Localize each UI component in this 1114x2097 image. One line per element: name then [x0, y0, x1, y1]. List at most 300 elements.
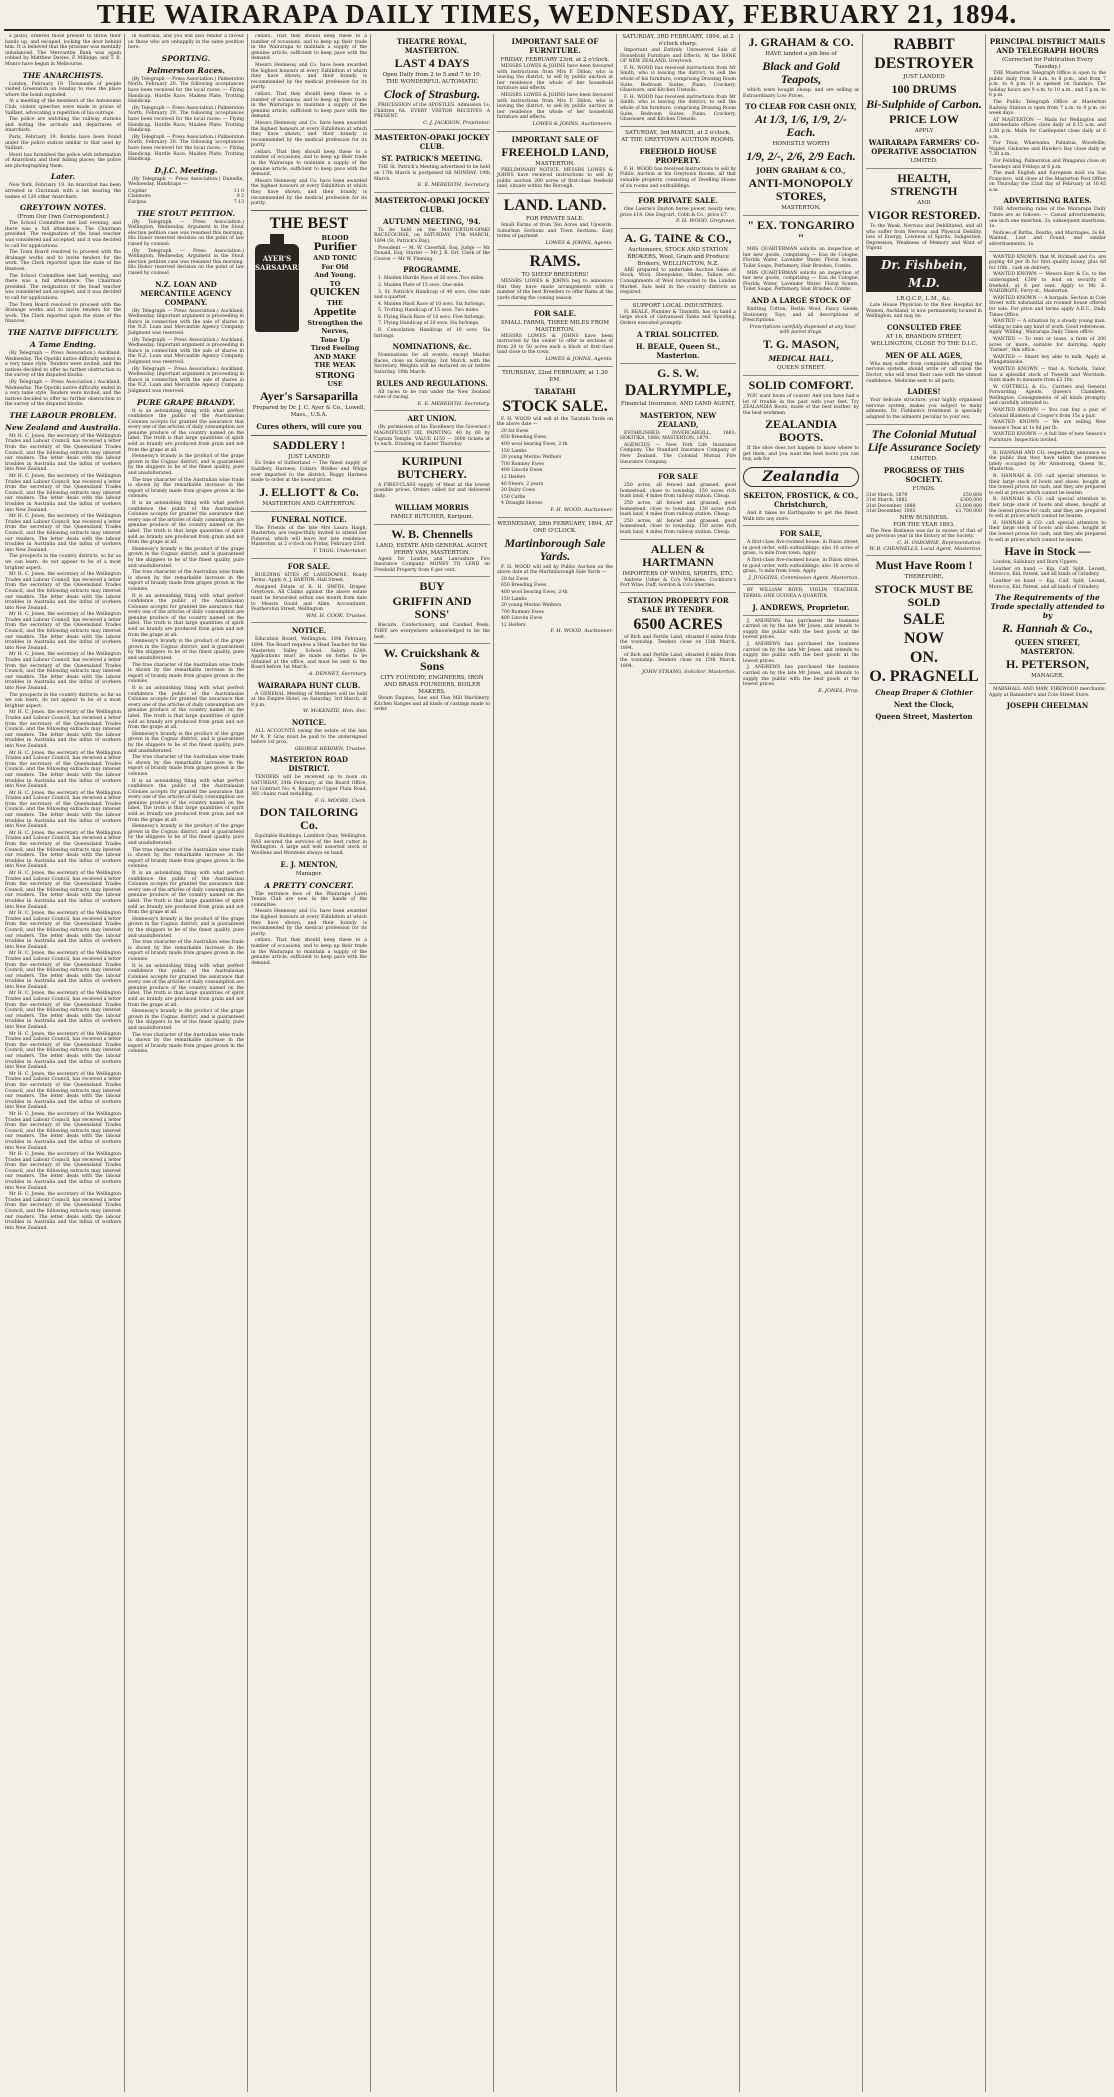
article-text: (By Telegraph — Press Association.) Auckland, Wednesday. The Opotiki native difficulty ended in a very tame style. Tenders were invited, and the natives decided to offer no further obstruction to the survey of the disputed blocks.	[5, 379, 121, 408]
ad-text: 250 acres, all fenced and grassed, good homestead, close to township. 150 acres rich bush land, 4 miles from railway station. Cheap.	[620, 500, 736, 518]
article-subheading: A Tame Ending.	[29, 339, 97, 349]
classified-ad: WANTED KNOWN — You can buy a pair of Colonial Blankets at Cooper's from 15s a pair.	[989, 408, 1106, 419]
classified-ad: MARSHALL AND MAW, FIREWOOD merchants. Apply at Bannister's and Cole Street Store.	[989, 687, 1106, 698]
ad-text: Your delicate structure, your highly organised nervous system, makes you subject to many ailments. Dr. Fishbein's treatment is specially adapted to the ailments peculiar to your sex.	[866, 398, 982, 420]
article-text: Mr H. C. Jones, the secretary of the Wellington Trades and Labour Council, has received a letter from the secretary of the Queensland Trades Council, and the following extracts may interest our readers. The letter deals with the labour troubles in Australia and the influx of workers into New Zealand.	[5, 514, 121, 553]
ad-text: To the Weak, Nervous and Debilitated, and all who suffer from Nervous and Physical Debility, loss of Energy, Lowness of Spirits, Indigestion, Depression, Weakness of Memory and Want of Vigour.	[866, 224, 982, 252]
ad-place: MASTERTON, NEW ZEALAND,	[639, 410, 717, 429]
stock-item: 40 Steers, 2 years	[501, 481, 544, 487]
article-text: Mr H. C. Jones, the secretary of the Wellington Trades and Labour Council, has received a letter from the secretary of the Queensland Trades Council, and the following extracts may interest our readers. The letter deals with the labour troubles in Australia and the influx of workers into New Zealand.	[5, 1152, 121, 1191]
classified-ad: R. HANNAH & CO. call special attention to their large stock of boots and shoes, bought at the lowest prices for cash, and they are prepared to sell at prices which cannot be beaten.	[989, 474, 1106, 496]
programme-heading: PROGRAMME.	[403, 265, 461, 275]
ad-text: London, Salisbury and Burn Uppers.	[993, 560, 1079, 566]
ad-place: AT THE GREYTOWN AUCTION ROOMS.	[621, 136, 735, 143]
divider	[251, 622, 367, 623]
divider	[374, 451, 490, 452]
divider	[743, 584, 859, 585]
column-8	[863, 34, 986, 2092]
article-text: It is an astonishing thing with what perfect confidence the public of the Australasian Colonies accepts for granted the assurance that every one of the articles of daily consumption are genuine produce of the country named on the label. The truth is that large quantities of spirit sold as brandy are produced from grain and not from the grape at all.	[128, 501, 244, 546]
ad-headline: SADDLERY !	[272, 438, 346, 453]
ad-location: Next the Clock,	[893, 700, 955, 710]
ad-signature: C. J. JACKSON, Proprietor.	[423, 119, 490, 126]
table-row: Clanmore 9 2	[128, 194, 244, 200]
ad-subheading: FOR THE YEAR 1893.	[893, 521, 955, 528]
ad-signature: H. PETERSON,	[1005, 657, 1089, 672]
stock-item: 4 Draught Horses	[501, 501, 543, 507]
ad-heading: IMPORTANT SALE OF	[511, 134, 599, 144]
article-heading: THE NATIVE DIFFICULTY.	[7, 327, 119, 337]
article-text: Mr H. C. Jones, the secretary of the Wellington Trades and Labour Council, has received a letter from the secretary of the Queensland Trades Council, and the following extracts may interest our readers. The letter deals with the labour troubles in Australia and the influx of workers into New Zealand.	[5, 871, 121, 910]
article-text: It is an astonishing thing with what perfect confidence the public of the Australasian Colonies accepts for granted the assurance that every one of the articles of daily consumption are genuine produce of the country named on the label. The truth is that large quantities of spirit sold as brandy are produced from grain and not from the grape at all.	[128, 778, 244, 823]
notice-text: A GENERAL Meeting of Members will be held at the Empire Hotel, on Saturday, 3rd March, at 8 p.m.	[251, 691, 367, 708]
ad-headline: VIGOR RESTORED.	[867, 208, 981, 222]
notice-text: The Public Telegraph Office at Masterton Railway Station is open from 7 a.m. to 9 p.m. on week days.	[989, 99, 1106, 117]
article-text: (By Telegraph — Press Association.) Palmerston North, February 20. The following acceptances have been received for the local races: — Flying Handicap, Hurdle Race, Maiden Plate, Trotting Handicap.	[128, 134, 244, 163]
ad-tagline: Cheap Draper & Clothier	[875, 688, 973, 698]
article-text: Mr H. C. Jones, the secretary of the Wellington Trades and Labour Council, has received a letter from the secretary of the Queensland Trades Council, and the following extracts may interest our readers. The letter deals with the labour troubles in Australia and the influx of workers into New Zealand.	[5, 1071, 121, 1111]
ad-line: THE	[327, 299, 343, 308]
notice-subheading: (Corrected for Publication Every Tuesday.)	[1001, 57, 1094, 70]
ad-subheading: MEDICAL HALL,	[768, 353, 834, 363]
ad-text: Small Farms of from Ten Acres and Upwards. Suburban Sections and Town Sections. Easy terms of payment.	[497, 222, 613, 240]
ad-product-name: Bi-Sulphide of Carbon.	[866, 97, 982, 111]
notice-text: Nominations for all events, except Maiden Races, close on Saturday, 3rd March, with the Secretary. Weights will be declared on or before Saturday, 10th March.	[374, 353, 490, 376]
notice-text: To be held on the MASTERTON-OPAKI RACECOURSE, on SATURDAY, 17th MARCH, 1894 (St. Patrick's Day).	[374, 227, 490, 244]
article-text: Henri has furnished the police with information of Anarchists and their hiding places; the police are photographing them.	[5, 152, 121, 169]
notice-signature: GEORGE HEBDEN, Trustee.	[294, 745, 367, 752]
divider	[374, 129, 490, 130]
ad-signature-title: Manager.	[295, 870, 323, 877]
ad-subheading: NEW BUSINESS.	[899, 514, 949, 521]
ad-business-name: WILLIAM MORRIS	[395, 502, 469, 512]
ad-subheading: LIMITED.	[910, 455, 938, 462]
notice-text: THE Masterton Telegraph Office is open to the public daily from 8 a.m. to 8 p.m., and from 7 p.m. to 8 p.m. It is opened on Sundays. The holiday hours are 9 a.m. to 10 a.m., and 5 p.m. to 6 p.m.	[989, 71, 1106, 99]
article-text: The entrance fees of the Wairarapa Lawn Tennis Club are now in the hands of the committee.	[251, 891, 367, 908]
ad-text: YOU want boots of course! And you have had a lot of trouble in the past with your feet. Try ZEALANDIA Boots, made of the best leather, by the best workmen.	[743, 393, 859, 416]
stock-item: 20 young Merino Wethers	[501, 603, 562, 609]
ad-text: One Lawrie's Dayton horse power, nearly new; price £18. One Dogcart, Cobb & Co., price £7.	[620, 207, 736, 218]
ad-subheading: SMALL FARMS, THREE MILES FROM MASTERTON.	[500, 319, 610, 333]
ad-subheading: CITY FOUNDRY, ENGINEERS, IRON AND BRASS FOUNDERS, BOILER MAKERS.	[380, 675, 484, 696]
article-text: (By Telegraph — Press Association.) Auckland, Wednesday. The Opotiki native difficulty ended in a very tame style. Tenders were invited, and the natives decided to offer no further obstruction to the survey of the disputed blocks.	[5, 350, 121, 379]
notice-text: Education Board, Wellington, 10th February, 1894. The Board requires a Head Teacher for the Masterton Valley School. Salary £200. Applications must be made on forms to be obtained at the office, and must be sent to the Board before 1st March.	[251, 637, 367, 671]
medicine-bottle-icon: AYER'S SARSAPARILLA	[255, 244, 299, 332]
ad-text: 250 acres, all fenced and grassed, good homestead, close to township. 150 acres rich bush land, 4 miles from railway station. Cheap.	[620, 518, 736, 535]
ad-signature: C. H. OSBORNE, Representative.	[897, 540, 982, 547]
ad-business-name: SKELTON, FROSTICK, & CO., Christchurch,	[743, 491, 859, 510]
ad-text: F. H. WOOD has received instructions to sell by Public Auction at his Greytown Rooms, all that valuable property, consisting of Dwelling House of six rooms and outbuildings.	[620, 166, 736, 189]
ad-text: The New Business was far in excess of that of any previous year in the history of the Society.	[866, 528, 982, 540]
table-row: Cogidar 11 0	[128, 188, 244, 194]
ad-heading: LADIES!	[907, 387, 941, 397]
stock-item: 150 Lambs	[501, 448, 527, 454]
ad-heading: FOR SALE.	[533, 308, 577, 318]
classified-ad: WANTED KNOWN — A full line of new Season's Furniture. Inspection invited.	[989, 432, 1106, 444]
ad-text: AGENCIES — New York Life Insurance Company. The Standard Insurance Company of New Zealand. The Colonial Mutual Fire Insurance Company.	[620, 442, 736, 465]
ad-business-name: J. GRAHAM & CO.	[748, 35, 854, 49]
ad-line: USE	[327, 379, 343, 388]
masthead: THE WAIRARAPA DAILY TIMES, WEDNESDAY, FEBRUARY 21, 1894.	[96, 0, 1018, 29]
ad-headline: BUY	[419, 579, 445, 594]
article-text: Paris, February 19. Bombs have been found under the police station similar to that used by Vaillant.	[5, 134, 121, 152]
ad-subheading: THE WONDERFUL AUTOMATIC	[386, 79, 478, 85]
ad-headline: Have in Stock —	[1004, 544, 1091, 559]
article-text: Hennessy's brandy is the product of the grape grown in the Cognac district, and is guaranteed by the shippers to be of the finest quality, pure and unadulterated.	[128, 1009, 244, 1032]
divider	[866, 424, 982, 425]
ad-text: Ex Duke of Sutherland — The finest supply of Saddlery, Harness, Collars, Bridles and Whips ever imported to the district. Buggy Harness made to order at the lowest prices.	[251, 461, 367, 484]
article-text: cellars. That they should keep these to a number of occasions, and to keep up their trade in the Wairarapa to maintain a supply of the genuine article, sufficient to keep pace with the demand.	[251, 34, 367, 62]
stock-item: 400 wool bearing Ewes, 2-th	[501, 589, 568, 595]
ad-headline: RAMS.	[529, 253, 581, 271]
article-text: The School Committee met last evening, and there was a full attendance. The Chairman presided. The resignation of the head teacher was considered and accepted, and it was decided to call for applications.	[5, 273, 121, 301]
divider	[251, 558, 367, 559]
ad-headline: STOCK SALE.	[502, 397, 608, 415]
article-text: It is an astonishing thing with what perfect confidence the public of the Australasian Colonies accepts for granted the assurance that every one of the articles of daily consumption are genuine produce of the country named on the label. The truth is that large quantities of spirit sold as brandy are produced from grain and not from the grape at all.	[128, 963, 244, 1008]
ad-headline: SALE	[903, 611, 945, 629]
ad-headline: FREEHOLD LAND,	[501, 144, 609, 159]
article-text: Messrs Hennessy and Co. have been awarded the highest honours at every Exhibition at which they have shown, and their brandy is recommended by the medical profession for its purity.	[251, 62, 367, 91]
notice-signature: E. E. MEREDITH, Secretary.	[417, 400, 490, 407]
notice-text: AT MASTERTON — Mails for Wellington and intermediate offices close daily at 6.15 a.m. and 1.30 p.m. Mails for Castlepoint close daily at 6 a.m.	[989, 117, 1106, 140]
article-text: It is an astonishing thing with what perfect confidence the public of the Australasian Colonies accepts for granted the assurance that every one of the articles of daily consumption are genuine produce of the country named on the label. The truth is that large quantities of spirit sold as brandy are produced from grain and not from the grape at all.	[128, 871, 244, 916]
article-text: Messrs Hennessy and Co. have been awarded the highest honours at every Exhibition at which they have shown, and their brandy is recommended by the medical profession for its purity.	[251, 120, 367, 149]
table-row: 31st December, 1892 £1,700,000	[866, 509, 982, 515]
ad-signature: F. H. WOOD, Greytown.	[675, 218, 736, 225]
stock-item: 20 fat Ewes	[501, 576, 529, 582]
ad-text: ESTABLISHED: INVERCARGILL, 1863; HOKITIKA, 1866; MASTERTON, 1879.	[620, 430, 736, 442]
article-heading: D.J.C. Meeting.	[154, 165, 218, 175]
ad-business-name: A. G. TAINE & CO.,	[624, 230, 732, 245]
ad-subheading: MASTERTON AND CARTERTON.	[262, 500, 356, 507]
ad-business-name: W. Cruickshank & Sons	[383, 646, 481, 674]
article-heading: GREYTOWN NOTES.	[19, 203, 107, 213]
article-text: Mr H. C. Jones, the secretary of the Wellington Trades and Labour Council, has received a letter from the secretary of the Queensland Trades Council, and the following extracts may interest our readers. The letter deals with the labour troubles in Australia and the influx of workers into New Zealand.	[5, 474, 121, 513]
ad-subheading: HAVE landed a job line of	[765, 51, 837, 57]
notice-heading: MASTERTON ROAD DISTRICT.	[269, 755, 349, 774]
article-byline: (From Our Own Correspondent.)	[17, 214, 109, 221]
notice-title: AUTUMN MEETING, '94.	[383, 216, 481, 226]
ad-text: A first-class five-roomed house, in Dixon street, in good order, with outbuildings; also 10 acres of grass, ¼ mile from town. Apply	[743, 540, 859, 557]
ad-subheading: Financial Insurance, AND LAND AGENT,	[620, 400, 736, 407]
article-text: cellars. That they should keep these to a number of occasions, and to keep up their trade in the Wairarapa to maintain a supply of the genuine article, sufficient to keep pace with the demand.	[251, 149, 367, 178]
article-text: The true character of the Australian wine trade is shown by the remarkable increase in the export of brandy made from grapes grown in the colonies.	[128, 755, 244, 777]
article-text: The School Committee met last evening, and there was a full attendance. The Chairman presided. The resignation of the head teacher was considered and accepted, and it was decided to call for applications.	[5, 221, 121, 249]
article-text: Hennessy's brandy is the product of the grape grown in the Cognac district, and is guaranteed by the shippers to be of the finest quality, pure and unadulterated.	[128, 916, 244, 939]
ad-headline: PRICE LOW	[889, 112, 959, 126]
classified-ad: WANTED — A situation by a steady young man, willing to take any kind of work. Good references. Apply 'Willing', Wairarapa Daily Times office.	[989, 319, 1106, 336]
ad-subheading: JUST LANDED	[288, 454, 330, 461]
article-text: It is an astonishing thing with what perfect confidence the public of the Australasian Colonies accepts for granted the assurance that every one of the articles of daily consumption are genuine produce of the country named on the label. The truth is that large quantities of spirit sold as brandy are produced from grain and not from the grape at all.	[128, 593, 244, 638]
article-text: (By Telegraph — Press Association.) Wellington, Wednesday. Argument in the Stout election petition case was resumed this morning. His Honor reserved decision on the point of law raised by counsel.	[128, 219, 244, 248]
article-heading: A PRETTY CONCERT.	[264, 880, 354, 890]
divider	[620, 126, 736, 127]
stock-item: 400 Lincoln Ewes	[501, 616, 543, 622]
article-text: The true character of the Australian wine trade is shown by the remarkable increase in the export of brandy made from grapes grown in the colonies.	[128, 1032, 244, 1055]
article-text: Messrs Hennessy and Co. have been awarded the highest honours at every Exhibition at which they have shown, and their brandy is recommended by the medical profession for its purity.	[251, 178, 367, 207]
divider	[620, 592, 736, 593]
divider	[989, 251, 1106, 252]
race-item: 1. Maiden Hurdle Race of 30 sovs. Two miles.	[378, 276, 485, 282]
stock-item: 150 Lambs	[501, 596, 527, 602]
bottle-neck-icon	[270, 234, 284, 244]
stock-item: 400 Lincoln Ewes	[501, 468, 543, 474]
ad-text: MESSRS LOWES & JOHNS beg to announce that they have made arrangements with a number of the best Breeders to offer Rams at the yards during the coming season.	[497, 279, 613, 302]
notice-signature: W. McKENZIE, Hon. Sec.	[303, 708, 367, 715]
divider	[989, 683, 1106, 684]
notice-heading: PRINCIPAL DISTRICT MAILS AND TELEGRAPH HOURS	[989, 37, 1106, 55]
divider	[497, 305, 613, 306]
article-text: It is an astonishing thing with what perfect confidence the public of the Australasian Colonies accepts for granted the assurance that every one of the articles of daily consumption are genuine produce of the country named on the label. The truth is that large quantities of spirit sold as brandy are produced from grain and not from the grape at all.	[128, 686, 244, 731]
ad-date: THURSDAY, 22nd FEBRUARY, at 1.30 P.M.	[502, 369, 608, 383]
ad-text: 250 acres, all fenced and grassed, good homestead, close to township. 150 acres rich bush land, 4 miles from railway station. Cheap.	[620, 483, 736, 500]
ad-heading: FOR SALE	[657, 472, 699, 482]
article-text: The true character of the Australian wine trade is shown by the remarkable increase in the export of brandy made from grapes grown in the colonies.	[128, 662, 244, 685]
ad-signature: F. H. WOOD, Auctioneer.	[550, 628, 613, 635]
article-text: Mr H. C. Jones, the secretary of the Wellington Trades and Labour Council, has received a letter from the secretary of the Queensland Trades Council, and the following extracts may interest our readers. The letter deals with the labour troubles in Australia and the influx of workers into New Zealand.	[5, 710, 121, 749]
notice-text: BUILDING SITES AT LANSDOWNE, Ready Terms. Apply A. J. BARTON, Hall Street.	[251, 572, 367, 584]
table-row: 31st December, 1888 £1,000,000	[866, 503, 982, 509]
divider	[374, 410, 490, 411]
divider	[866, 168, 982, 169]
article-text: Hennessy's brandy is the product of the grape grown in the Cognac district, and is guaranteed by the shippers to be of the finest quality, pure and unadulterated.	[128, 824, 244, 847]
divider	[743, 525, 859, 526]
article-text: cellars. That they should keep these to a number of occasions, and to keep up their trade in the Wairarapa to maintain a supply of the genuine article, sufficient to keep pace with the demand.	[251, 91, 367, 120]
ad-subheading: JUST LANDED	[903, 74, 945, 80]
divider	[497, 366, 613, 367]
article-text: The true character of the Australian wine trade is shown by the remarkable increase in the export of brandy made from grapes grown in the colonies.	[128, 477, 244, 500]
classified-ad: W. COTTRELL & Co., Carriers and General Forwarding Agents, Queen's Chambers, Wellington. Consignments of all kinds promptly and carefully attended to.	[989, 384, 1106, 407]
handicap-table	[128, 189, 244, 206]
notice-title: ST. PATRICK'S MEETING.	[381, 154, 483, 164]
article-text: The true character of the Australian wine trade is shown by the remarkable increase in the export of brandy made from grapes grown in the colonies.	[128, 940, 244, 962]
ad-headline: RABBIT	[893, 36, 955, 53]
race-item: 3. St. Patrick's Handicap of 40 sovs. One mile and a quarter.	[374, 289, 490, 301]
ad-text: F. H. WOOD will sell at the Taratahi Yards on the above date —	[497, 416, 613, 428]
article-text: Mr H. C. Jones, the secretary of the Wellington Trades and Labour Council, has received a letter from the secretary of the Queensland Trades Council, and the following extracts may interest our readers. The letter deals with the labour troubles in Australia and the influx of workers into New Zealand.	[5, 790, 121, 830]
column-9	[986, 34, 1109, 2092]
stock-item: 400 wool bearing Ewes, 2-th	[501, 442, 568, 447]
ad-headline: ZEALANDIA BOOTS.	[764, 417, 837, 445]
article-text: New York, February 19. An Anarchist has been arrested in Cincinnati with a list bearing the names of 120 other Anarchists.	[5, 183, 121, 200]
stock-item: 20 young Merino Wethers	[501, 455, 562, 461]
ad-text: PRELIMINARY NOTICE. MESSRS LOWES & JOHNS have received instructions to sell by public auction 200 acres of first-class freehold land, situate within the Borough.	[497, 167, 613, 190]
ad-text: A FIRST-CLASS supply of Meat at the lowest possible prices. Orders called for and delivered daily.	[374, 482, 490, 499]
ad-subheading: Open Daily from 2 to 5 and 7 to 10.	[382, 72, 482, 78]
ad-heading: FOR SALE,	[779, 529, 823, 539]
article-text: Mr H. C. Jones, the secretary of the Wellington Trades and Labour Council, has received a letter from the secretary of the Queensland Trades Council, and the following extracts may interest our readers. The letter deals with the labour troubles in Australia and the influx of workers into New Zealand.	[5, 911, 121, 950]
ad-text: Important and Entirely Unreserved Sale of Household Furniture and Effects. At the BANK OF NEW ZEALAND, Greytown.	[620, 48, 736, 65]
classified-ad: WANTED — Smart boy able to milk. Apply at Mangatainoka.	[989, 354, 1106, 366]
ad-text: F. H. WOOD has received instructions from Mr Smith, who is leaving the district, to sell the whole of his furniture, comprising Drawing Room Suite, Bedroom Suites, Piano, Crockery, Glassware, and Kitchen Utensils.	[620, 65, 736, 94]
divider	[251, 511, 367, 512]
article-text: (By Telegraph — Press Association.) Dunedin, Wednesday. Handicaps —	[128, 176, 244, 188]
article-text: Mr H. C. Jones, the secretary of the Wellington Trades and Labour Council, has received a letter from the secretary of the Queensland Trades Council, and the following extracts may interest our readers. The letter deals with the labour troubles in Australia and the influx of workers into New Zealand.	[5, 1192, 121, 1231]
ad-address: AT 16, BRANDON STREET, WELLINGTON, CLOSE TO THE D.I.C.	[870, 333, 978, 347]
divider	[620, 192, 736, 193]
doctor-signature-logo: Dr. Fishbein, M.D.	[866, 256, 982, 292]
article-text: Mr H. C. Jones, the secretary of the Wellington Trades and Labour Council, has received a letter from the secretary of the Queensland Trades Council, and the following extracts may interest our readers. The letter deals with the labour troubles in Australia and the influx of workers into New Zealand.	[5, 991, 121, 1031]
article-text: Mr H. C. Jones, the secretary of the Wellington Trades and Labour Council, has received a letter from the secretary of the Queensland Trades Council, and the following extracts may interest our readers. The letter deals with the labour troubles in Australia and the influx of workers into New Zealand.	[5, 750, 121, 790]
ad-text: Andrew Usher & Co's Whiskies. Cockburn's Port Wine. Duff, Gordon & Co's Sherries.	[620, 577, 736, 589]
ad-text: Late House Physician to the New Hospital for Women, Auckland, is now permanently located in Wellington, and may be	[866, 302, 982, 320]
zealandia-logo: Zealandia	[743, 467, 859, 487]
ad-business-name: R. Hannah & Co.,	[1002, 621, 1093, 636]
column-2	[125, 34, 248, 2092]
stock-item: 12 Heifers	[501, 622, 526, 628]
divider	[620, 468, 736, 469]
notice-heading: MASTERTON-OPAKI JOCKEY CLUB.	[374, 195, 490, 214]
ad-line: Tired Feeling	[310, 344, 360, 353]
ad-heading: IMPORTANT SALE OF FURNITURE.	[511, 37, 599, 55]
ad-signature-title: MANAGER.	[1031, 673, 1064, 680]
columns	[2, 34, 1112, 2092]
ad-subheading: Auctioneers, STOCK AND STATION BROKERS, Wool, Grain and Produce Brokers, WELLINGTON, N.Z.	[627, 246, 729, 267]
article-heading: THE STOUT PETITION.	[136, 208, 236, 218]
ad-line: And Young.	[314, 271, 356, 280]
notice-heading: NOTICE.	[291, 626, 327, 636]
ad-subheading: TO CLEAR FOR CASH ONLY,	[745, 102, 857, 112]
stock-item: 700 Romney Ewes	[501, 609, 544, 615]
ad-footnote: Prepared by Dr. J. C. Ayer & Co., Lowell, Mass., U.S.A.	[252, 405, 366, 419]
divider	[497, 193, 613, 194]
notice-text: Notices of Births, Deaths, and Marriages, 2s 6d. Wanted, Lost and Found, and similar advertisements, 1s.	[989, 230, 1106, 248]
article-text: The prospects in the country districts, so far as we can learn, do not appear to be of a most brighter aspect.	[5, 692, 121, 709]
ad-text: MESSRS LOWES & JOHNS have been favoured with instructions from Mrs F. Dillon, who is leaving the district, to sell by public auction at her residence the whole of her household furniture and effects.	[497, 92, 613, 121]
article-text: Mr H. C. Jones, the secretary of the Wellington Trades and Labour Council, has received a letter from the secretary of the Queensland Trades Council, and the following extracts may interest our readers. The letter deals with the labour troubles in Australia and the influx of workers into New Zealand.	[5, 652, 121, 691]
notice-heading: NOMINATIONS, &c.	[392, 342, 472, 352]
notice-heading: FOR SALE.	[287, 561, 331, 571]
article-text: At a meeting of the members of the Autonomie Club, violent speeches were made in praise of Vaillant, advocating a repetition of his outrage.	[5, 99, 121, 116]
ad-line: Tone Up	[320, 335, 350, 344]
ad-headline: DESTROYER	[874, 55, 974, 72]
article-text: The Town Board resolved to proceed with the drainage works and to invite tenders for the work. The Clerk reported upon the state of the finances.	[5, 302, 121, 325]
ad-subheading: FOR PRIVATE SALE.	[525, 215, 585, 222]
notice-text: ALL ACCOUNTS owing the estate of the late Mr R. P. Gray must be paid to the undersigned before 1st prox.	[251, 728, 367, 746]
notice-text: The mail English and European mail via San Francisco, will close at the Masterton Post Office on Thursday the 22nd day of February at 10.45 a.m.	[989, 171, 1106, 193]
stock-item: 20 Dairy Cows	[501, 488, 536, 494]
ad-text: Leather on hand — Kip, Calf, Split, Levant, Morocco, Kid, Patent, and all kinds of Grindery.	[989, 566, 1106, 578]
notice-text: The Friends of the late Mrs Laura Haigh, Masterton, are respectfully invited to attend her Funeral, which will leave her late residence, Masterton, at 2 o'clock on Friday, February 23rd.	[251, 525, 367, 548]
ad-address: Queen Street, Masterton	[875, 712, 973, 722]
race-item: 4. Maiden Hack Race of 10 sovs. Six furlongs.	[378, 301, 486, 307]
ad-headline: THE BEST	[269, 214, 349, 232]
stock-item: 650 Breeding Ewes	[501, 435, 547, 441]
ad-signature: LOWES & JOHNS, Agents.	[545, 356, 613, 363]
notice-signature: E. E. MEREDITH, Secretary.	[417, 182, 490, 189]
ad-business-name: ANTI-MONOPOLY STORES,	[748, 176, 854, 204]
notice-heading: WAIRARAPA HUNT CLUB.	[257, 680, 361, 690]
article-text: Hennessy's brandy is the product of the grape grown in the Cognac district, and is guaranteed by the shippers to be of the finest quality, pure and unadulterated.	[128, 731, 244, 754]
classified-ad: R. HANNAH AND CO. respectfully announce to the public that they have taken the premises lately occupied by Mr Armstrong, Queen St., Masterton.	[989, 450, 1106, 473]
ad-line: THE WEAK	[314, 361, 356, 370]
ad-business-name: WAIRARAPA FARMERS' CO-OPERATIVE ASSOCIATION	[868, 138, 980, 156]
ad-subheading: LAND, ESTATE AND GENERAL AGENT, PERRY VAN, MASTERTON.	[376, 542, 488, 556]
article-heading: THE ANARCHISTS.	[22, 70, 104, 80]
ad-signature: JOHN STRANG, Solicitor, Masterton.	[642, 669, 736, 676]
ad-tagline: A TRIAL SOLICITED.	[637, 329, 719, 339]
ad-text: Leather on hand — Kip, Calf, Split, Levant, Morocco, Kid, Patent, and all kinds of Grindery.	[989, 578, 1106, 590]
notice-signature: A. DENNET, Secretary.	[308, 670, 367, 677]
ad-text: If the shoe does not happen to know where to get them, and you want the best boots you can buy, ask for	[743, 446, 859, 463]
ad-heading: SUPPORT LOCAL INDUSTRIES.	[632, 302, 724, 309]
ad-headline: HEALTH, STRENGTH	[890, 171, 958, 198]
article-text: Mr H. C. Jones, the secretary of the Wellington Trades and Labour Council, has received a letter from the secretary of the Queensland Trades Council, and the following extracts may interest our readers. The letter deals with the labour troubles in Australia and the influx of workers into New Zealand.	[5, 433, 121, 473]
divider	[743, 215, 859, 216]
ad-subheading: AND	[917, 200, 931, 206]
ad-text: MRS QUARTERMAN solicits an inspection of her new goods, comprising — Eau de Cologne, Florida Water, Lavender Water, Floral Scents, Toilet Soaps, Perfumery, Hair Brushes, Combs.	[743, 247, 859, 269]
ad-subheading: TO SHEEP BREEDERS!	[521, 272, 589, 279]
ad-headline: CONSULTED FREE	[886, 322, 962, 332]
classified-ad: R. HANNAH & CO. call special attention to their large stock of boots and shoes, bought at the lowest prices for cash, and they are prepared to sell at prices which cannot be beaten.	[989, 497, 1106, 520]
ad-line: AND MAKE	[314, 352, 356, 361]
column-5	[494, 34, 617, 2092]
ad-line: Strengthen the Nerves,	[307, 318, 363, 336]
ad-price: 1/9, 2/-, 2/6, 2/9 Each.	[746, 149, 856, 164]
ad-subheading: MASTERTON.	[535, 160, 575, 167]
ad-subheading: HONESTLY WORTH	[772, 141, 830, 148]
notice-text: President — M. W. Caverhill, Esq. Judge — Mr Donald, Esq. Starter — Mr J. R. Orr. Clerk of the Course — Mr W. Fleming.	[374, 245, 490, 262]
article-text: Mr H. C. Jones, the secretary of the Wellington Trades and Labour Council, has received a letter from the secretary of the Queensland Trades Council, and the following extracts may interest our readers. The letter deals with the labour troubles in Australia and the influx of workers into New Zealand.	[5, 951, 121, 990]
divider	[497, 131, 613, 132]
ad-business-name: The Colonial Mutual Life Assurance Society	[867, 426, 981, 454]
ad-text: And it takes no Earthquake to get the finest. Walk into any store.	[743, 511, 859, 522]
ad-heading: MEN OF ALL AGES,	[885, 350, 963, 360]
ad-subheading: FAMILY BUTCHER, Kuripuni.	[390, 513, 474, 520]
column-7	[740, 34, 863, 2092]
article-text: Messrs Hennessy and Co. have been awarded the highest honours at every Exhibition at which they have shown, and their brandy is recommended by the medical profession for its purity.	[251, 909, 367, 937]
ad-signature: J. ANDREWS, Proprietor.	[752, 602, 850, 612]
classified-ad: WANTED KNOWN — that A. Nicholls, Tailor, has a splendid stock of Tweeds and Worsteds. Suits made to measure from £3 10s.	[989, 366, 1106, 384]
divider	[620, 228, 736, 229]
ad-text: MESSRS LOWES & JOHNS have been favoured with instructions from Mrs F. Dillon, who is leaving the district, to sell by public auction at her residence the whole of her household furniture and effects.	[497, 64, 613, 92]
ad-headline: ON.	[910, 649, 938, 667]
ad-headline: Martinborough Sale Yards.	[504, 535, 606, 563]
article-text: (By Telegraph — Press Association.) Palmerston North, February 20. The following acceptances have been received for the local races: — Flying Handicap, Hurdle Race, Maiden Plate, Trotting Handicap.	[128, 105, 244, 134]
divider	[497, 249, 613, 250]
classified-ad: WANTED KNOWN — A bargain. Section in Cole Street with substantial six roomed house offered for sale. For price and terms apply A.B.C., Daily Times Office.	[989, 295, 1106, 318]
article-text: (By Telegraph — Press Association.) Palmerston North, February 20. The following acceptances have been received for the local races: — Flying Handicap, Hurdle Race, Maiden Plate, Trotting Handicap.	[128, 76, 244, 105]
ad-signature: J. JUGGINS, Commission Agent, Masterton.	[748, 574, 859, 581]
notice-text: For Feilding, Palmerston and Wanganui close on Tuesdays and Fridays at 6 p.m.	[989, 158, 1106, 170]
divider	[374, 643, 490, 644]
article-heading: PURE GRAPE BRANDY.	[137, 397, 235, 407]
ad-signature: H. BEALE, Queen St., Masterton.	[635, 341, 721, 360]
ad-heading: FREEHOLD HOUSE PROPERTY.	[639, 146, 717, 165]
divider	[620, 363, 736, 364]
ad-subheading: FUNDS.	[912, 485, 936, 492]
notice-signature: WM. H. COOK, Trustee.	[306, 612, 367, 619]
ad-tagline: Cures others, will cure you	[256, 422, 362, 432]
ad-business-name: DON TAILORING Co.	[259, 805, 359, 833]
article-text: Mr H. C. Jones, the secretary of the Wellington Trades and Labour Council, has received a letter from the secretary of the Queensland Trades Council, and the following extracts may interest our readers. The letter deals with the labour troubles in Australia and the influx of workers into New Zealand.	[5, 612, 121, 651]
ad-date: FRIDAY, FEBRUARY 23rd, at 2 o'clock.	[500, 57, 610, 63]
ad-text: PROCESSION of the APOSTLES. Admission 1s; Children 6d. EVERY VISITOR RECEIVES A PRESENT.	[374, 103, 490, 120]
ad-text: ARE prepared to undertake Auction Sales of Stock, Wool, Sheepskins, Hides, Tallow, etc. Consignments of Wool forwarded to the London Market. Sale held in the country districts as required.	[620, 267, 736, 296]
article-text: cellars. That they should keep these to a number of occasions, and to keep up their trade in the Wairarapa to maintain a supply of the genuine article, sufficient to keep pace with the demand.	[251, 938, 367, 966]
divider	[866, 555, 982, 556]
article-text: (By Telegraph — Press Association.) Auckland, Wednesday. Important argument is proceeding in Banco in connection with the sale of shares in the N.Z. Loan and Mercantile Agency Company. Judgment was reserved.	[128, 366, 244, 394]
notice-heading: RULES AND REGULATIONS.	[376, 378, 488, 388]
article-subheading: New Zealand and Australia.	[5, 422, 121, 432]
article-text: Mr H. C. Jones, the secretary of the Wellington Trades and Labour Council, has received a letter from the secretary of the Queensland Trades Council, and the following extracts may interest our readers. The letter deals with the labour troubles in Australia and the influx of workers into New Zealand.	[5, 1111, 121, 1151]
notice-heading: MASTERTON-OPAKI JOCKEY CLUB.	[374, 133, 490, 152]
article-text: in Australia, and you will also render a favour on those who are unhappily in the same position here.	[128, 34, 244, 51]
ad-line: For Old	[321, 262, 349, 271]
ad-subheading: LIMITED.	[910, 158, 938, 164]
ad-heading: FOR PRIVATE SALE.	[638, 196, 718, 206]
divider	[374, 192, 490, 193]
ad-text: A first-class five-roomed house, in Dixon street, in good order, with outbuildings; also 10 acres of grass, ¼ mile from town. Apply	[743, 558, 859, 575]
